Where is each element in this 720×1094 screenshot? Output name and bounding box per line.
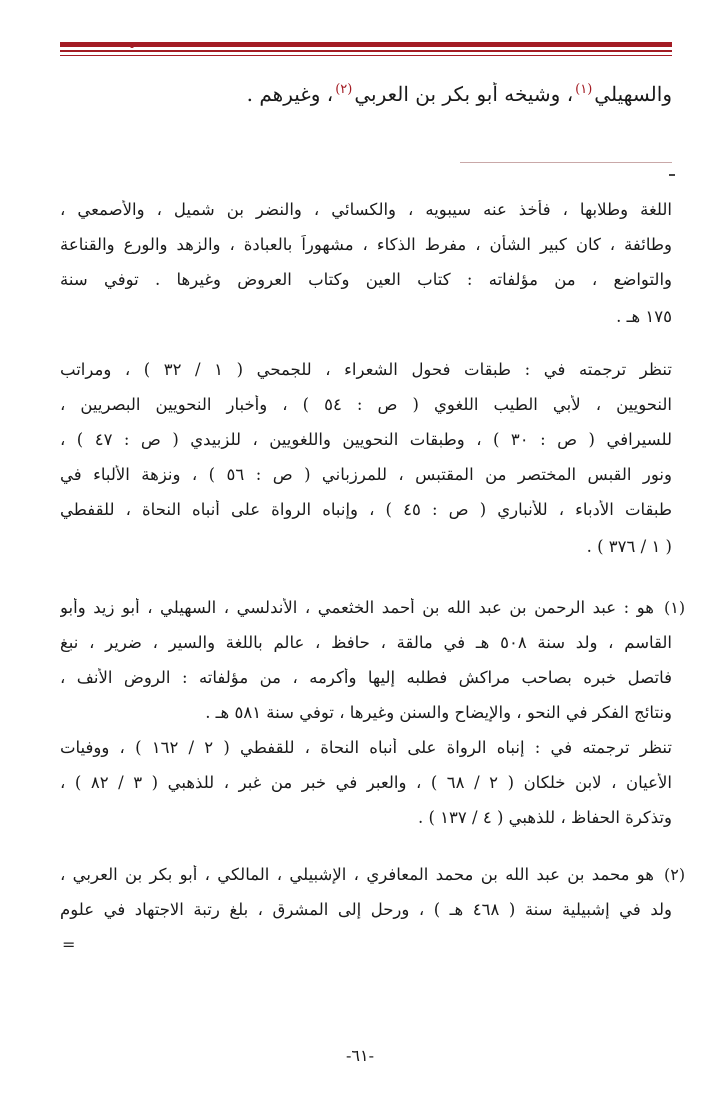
main-text-part1: والسهيلي bbox=[594, 82, 672, 106]
footnote2-line: هو محمد بن عبد الله بن محمد المعافري ، الإشبيلي ، المالكي ، أبو بكر بن العربي ، bbox=[60, 865, 654, 884]
continuation-dash bbox=[669, 174, 675, 176]
continuation-line: وطائفة ، كان كبير الشأن ، مفرط الذكاء ، مشهوراً بالعبادة ، والزهد والورع والقناعة bbox=[60, 235, 672, 254]
continuation-line: طبقات الأدباء ، للأنباري ( ص : ٤٥ ) ، وإنباه الرواة على أنباه النحاة ، للقفطي bbox=[60, 500, 672, 519]
page-number: -٦١- bbox=[346, 1046, 374, 1065]
continuation-line: والتواضع ، من مؤلفاته : كتاب العين وكتاب العروض وغيرها . توفي سنة bbox=[60, 270, 672, 289]
footnote1-line: وتذكرة الحفاظ ، للذهبي ( ٤ / ١٣٧ ) . bbox=[418, 808, 672, 827]
footnote1-line: القاسم ، ولد سنة ٥٠٨ هـ في مالقة ، حافظ ، عالم باللغة والسير ، ضرير ، نبغ bbox=[60, 633, 672, 652]
header-rule-thin bbox=[60, 55, 672, 56]
footnote2-line: ولد في إشبيلية سنة ( ٤٦٨ هـ ) ، ورحل إلى المشرق ، بلغ رتبة الاجتهاد في علوم bbox=[60, 900, 672, 919]
footnote-marker-1: (١) bbox=[664, 598, 686, 617]
continuation-mark: = bbox=[62, 935, 76, 954]
continuation-line: ( ١ / ٣٧٦ ) . bbox=[586, 537, 672, 556]
continuation-line: تنظر ترجمته في : طبقات فحول الشعراء ، للجمحي ( ١ / ٣٢ ) ، ومراتب bbox=[60, 360, 672, 379]
footnote1-line: هو : عبد الرحمن بن عبد الله بن أحمد الخثعمي ، الأندلسي ، السهيلي ، أبو زيد وأبو bbox=[60, 598, 654, 617]
main-text-line bbox=[60, 82, 672, 106]
footnote1-line: فاتصل خبره بصاحب مراكش فطلبه إليها وأكرمه ، من مؤلفاته : الروض الأنف ، bbox=[60, 668, 672, 687]
continuation-line: ونور القبس المختصر من المقتبس ، للمرزباني ( ص : ٥٦ ) ، ونزهة الألباء في bbox=[60, 465, 672, 484]
footnote1-line: الأعيان ، لابن خلكان ( ٢ / ٦٨ ) ، والعبر في خبر من غبر ، للذهبي ( ٣ / ٨٢ ) ، bbox=[60, 773, 672, 792]
footnote-marker-2: (٢) bbox=[664, 865, 686, 884]
continuation-line: ١٧٥ هـ . bbox=[616, 307, 672, 326]
footnote-separator bbox=[460, 162, 672, 163]
header-rule-thick bbox=[60, 42, 672, 47]
footnote1-line: تنظر ترجمته في : إنباه الرواة على أنباه النحاة ، للقفطي ( ٢ / ١٦٢ ) ، ووفيات bbox=[60, 738, 672, 757]
header-rule-mid bbox=[60, 50, 672, 52]
header-ornament-dot bbox=[130, 44, 134, 48]
footnote1-line: ونتائج الفكر في النحو ، والإيضاح والسنن وغيرها ، توفي سنة ٥٨١ هـ . bbox=[205, 703, 672, 722]
continuation-line: للسيرافي ( ص : ٣٠ ) ، وطبقات النحويين واللغويين ، للزبيدي ( ص : ٤٧ ) ، bbox=[60, 430, 672, 449]
main-text-part2: ، وشيخه أبو بكر بن العربي bbox=[354, 82, 574, 106]
continuation-line: اللغة وطلابها ، فأخذ عنه سيبويه ، والكسائي ، والنضر بن شميل ، والأصمعي ، bbox=[60, 200, 672, 219]
footnote-ref-2: (٢) bbox=[335, 82, 353, 98]
main-text-part3: ، وغيرهم . bbox=[246, 82, 334, 106]
continuation-line: النحويين ، لأبي الطيب اللغوي ( ص : ٥٤ ) ، وأخبار النحويين البصريين ، bbox=[60, 395, 672, 414]
footnote-ref-1: (١) bbox=[575, 82, 593, 98]
